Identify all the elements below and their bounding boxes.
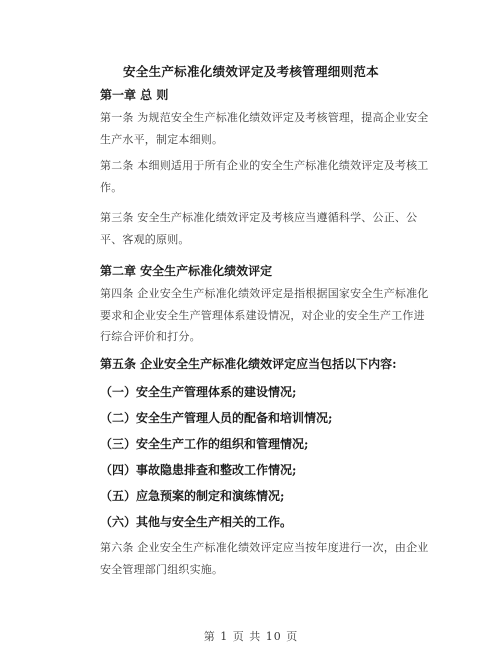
list-item: （五）应急预案的制定和演练情况; bbox=[100, 489, 285, 503]
list-item: （二）安全生产管理人员的配备和培训情况; bbox=[100, 411, 333, 425]
document-title: 安全生产标准化绩效评定及考核管理细则范本 bbox=[122, 64, 379, 79]
list-item: （四）事故隐患排查和整改工作情况; bbox=[100, 463, 297, 477]
page-footer: 第 1 页 共 10 页 bbox=[203, 630, 299, 643]
list-item: （六）其他与安全生产相关的工作。 bbox=[100, 515, 293, 529]
article-4: 第四条 企业安全生产标准化绩效评定是指根据国家安全生产标准化要求和企业安全生产管理体系建设情况，对企业的安全生产工作进行综合评价和打分。 bbox=[100, 287, 429, 343]
article-5: 第五条 企业安全生产标准化绩效评定应当包括以下内容: bbox=[100, 357, 397, 371]
chapter-1-heading: 第一章 总 则 bbox=[100, 88, 169, 102]
list-item: （三）安全生产工作的组织和管理情况; bbox=[100, 437, 309, 451]
chapter-2-heading: 第二章 安全生产标准化绩效评定 bbox=[100, 264, 273, 278]
article-6: 第六条 企业安全生产标准化绩效评定应当按年度进行一次，由企业安全管理部门组织实施。 bbox=[100, 541, 429, 576]
article-3: 第三条 安全生产标准化绩效评定及考核应当遵循科学、公正、公平、客观的原则。 bbox=[100, 211, 418, 246]
list-item: （一）安全生产管理体系的建设情况; bbox=[100, 385, 297, 399]
article-2: 第二条 本细则适用于所有企业的安全生产标准化绩效评定及考核工作。 bbox=[100, 159, 429, 194]
article-1: 第一条 为规范安全生产标准化绩效评定及考核管理，提高企业安全生产水平，制定本细则。 bbox=[100, 111, 429, 146]
